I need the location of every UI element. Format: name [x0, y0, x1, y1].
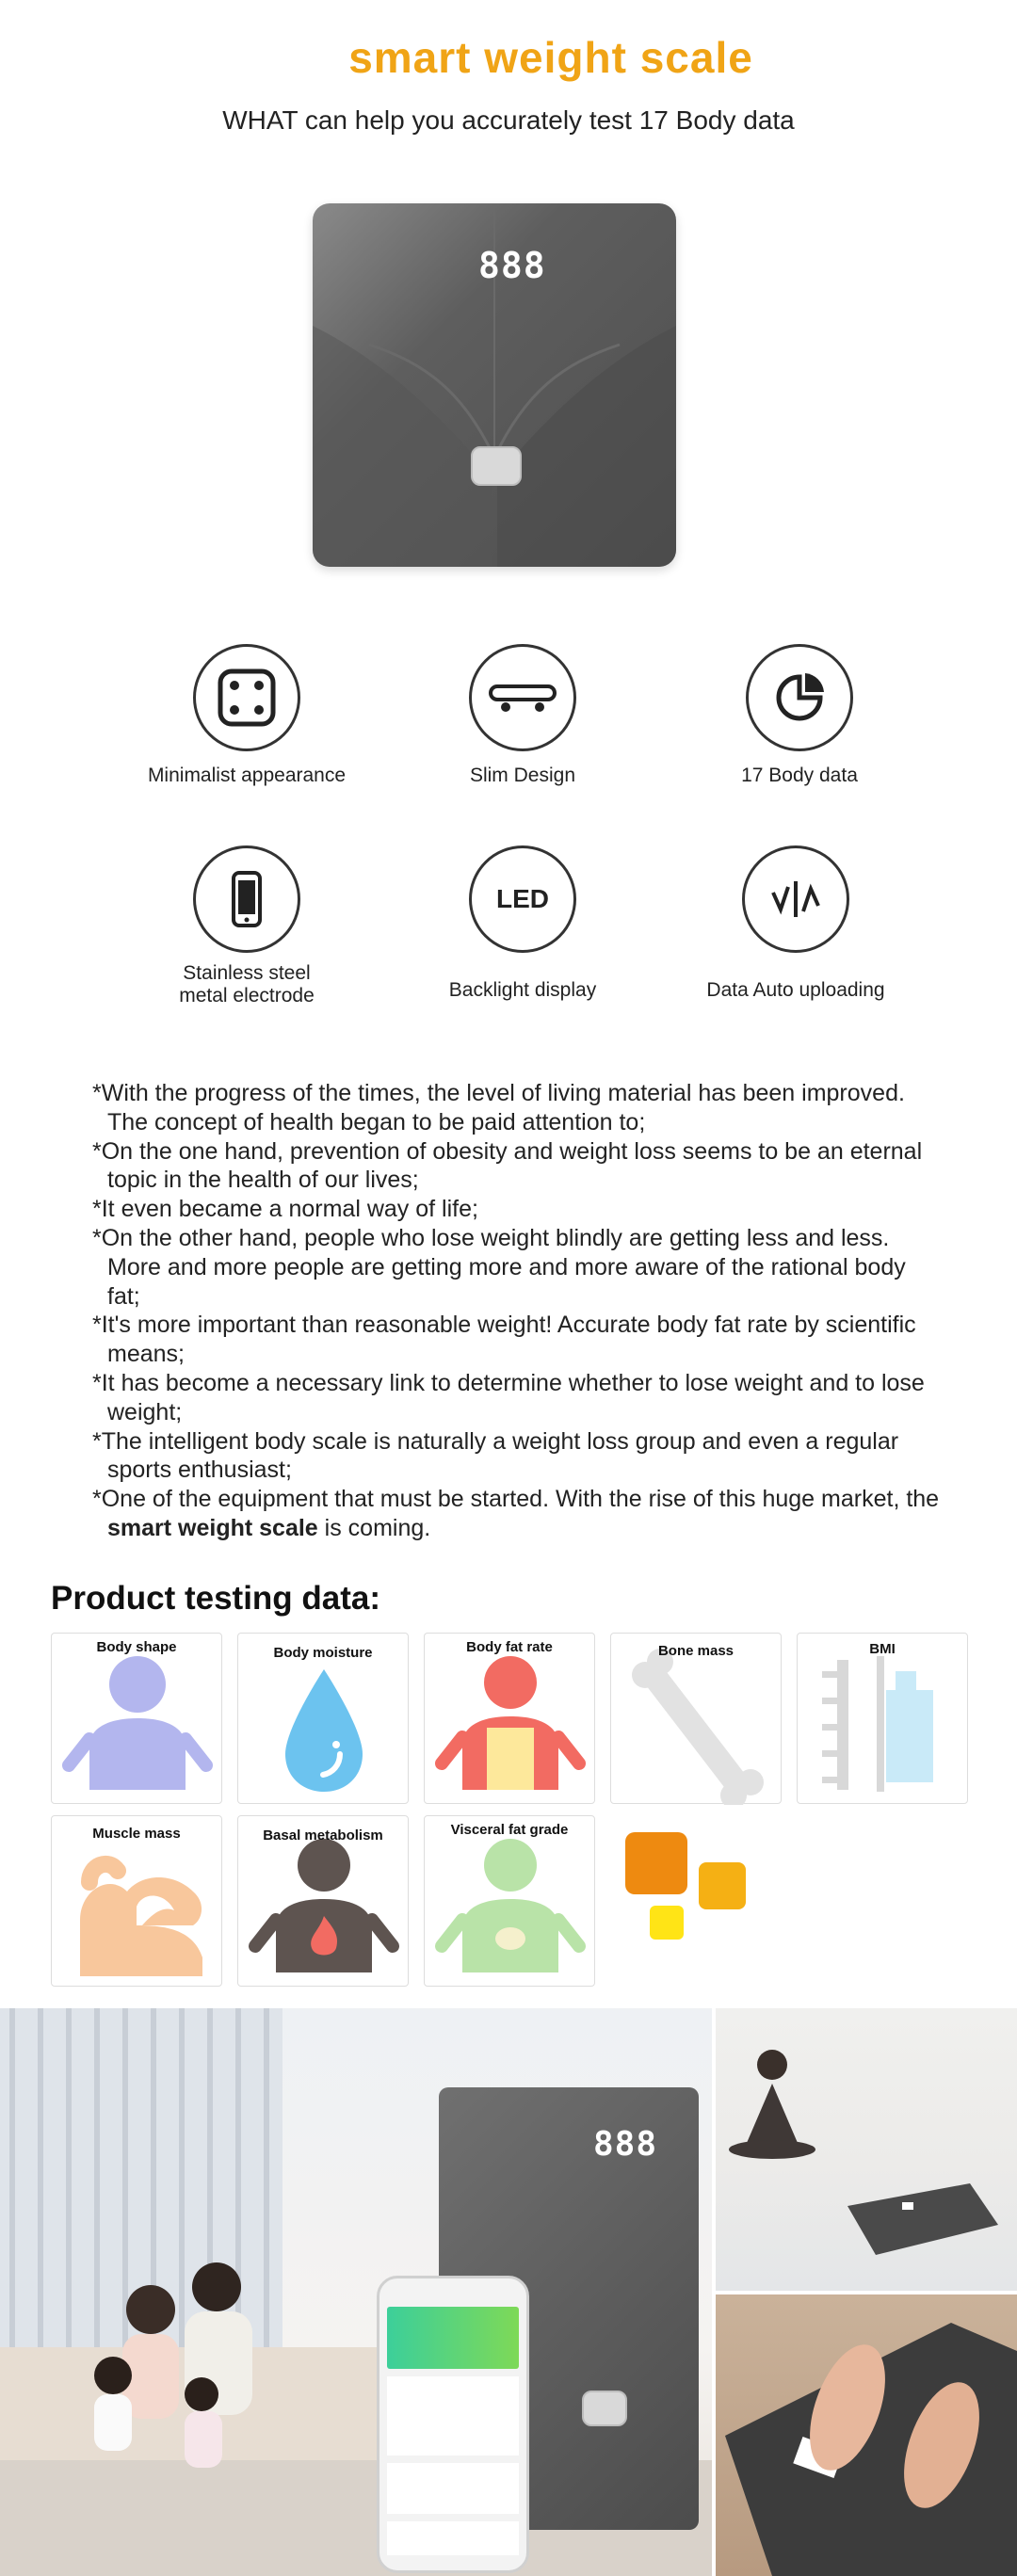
- test-card-visceral-fat: [424, 1815, 595, 1987]
- feature-circle: [469, 644, 576, 751]
- scale-product-image: [313, 203, 676, 567]
- phone-electrode-icon: [228, 869, 266, 929]
- test-card-label: Muscle mass: [92, 1826, 181, 1842]
- test-card-label: BMI: [869, 1641, 896, 1657]
- scale-display: 888: [478, 245, 546, 286]
- page-subtitle: WHAT can help you accurately test 17 Body data: [222, 105, 795, 135]
- test-card-body-fat: [424, 1633, 595, 1804]
- body-shape-icon: [52, 1634, 223, 1805]
- description-line: *The intelligent body scale is naturally a weight loss group and even a regular sports enthusiast;: [92, 1427, 899, 1484]
- test-card-label: Basal metabolism: [263, 1827, 383, 1843]
- feature-label: Stainless steel metal electrode: [179, 962, 315, 1006]
- description-bold-text: smart weight scale: [107, 1514, 318, 1541]
- feature-circle: [746, 644, 853, 751]
- feet-photo: [716, 2294, 1017, 2576]
- body-fat-icon: [425, 1634, 596, 1805]
- bmi-ruler-icon: [798, 1634, 969, 1805]
- led-icon: LED: [496, 884, 549, 913]
- yoga-scene: [716, 2008, 1017, 2291]
- page-title: smart weight scale: [348, 33, 753, 82]
- phone-app-card: [387, 2463, 519, 2514]
- pie-chart-icon: [771, 669, 828, 726]
- phone-app-mockup: [377, 2276, 529, 2573]
- description-text: [92, 1079, 940, 1543]
- description-line-last: [92, 1485, 940, 1543]
- scale-center-button: [471, 446, 522, 486]
- test-card-body-moisture: [237, 1633, 409, 1804]
- feature-backlight: [396, 845, 650, 1002]
- feature-circle: [469, 845, 576, 953]
- feature-auto-upload: [669, 845, 923, 1002]
- muscle-arm-icon: [52, 1816, 223, 1988]
- yoga-photo: [716, 2008, 1017, 2291]
- description-line: *It's more important than reasonable weight! Accurate body fat rate by scientific means;: [92, 1312, 916, 1368]
- collage-scale-display: 888: [593, 2125, 658, 2164]
- test-card-basal-metabolism: [237, 1815, 409, 1987]
- description-text-part: is coming.: [317, 1514, 431, 1541]
- description-line: *On the one hand, prevention of obesity and weight loss seems to be an eternal topic in the health of our lives;: [92, 1137, 923, 1194]
- visceral-fat-icon: [425, 1816, 596, 1988]
- slim-board-icon: [487, 679, 558, 716]
- feature-minimalist: [120, 644, 374, 787]
- test-card-bmi: [797, 1633, 968, 1804]
- feature-label: Slim Design: [469, 765, 576, 786]
- test-card-label: Bone mass: [657, 1643, 734, 1659]
- feature-circle: [193, 845, 300, 953]
- test-card-muscle-mass: [51, 1815, 222, 1987]
- feature-electrode: [120, 845, 374, 1007]
- feature-slim: [396, 644, 650, 787]
- collage-scale-button: [582, 2391, 627, 2426]
- description-line: *It has become a necessary link to determine whether to lose weight and to lose weight;: [92, 1369, 925, 1425]
- feature-circle: [193, 644, 300, 751]
- feature-circle: [742, 845, 849, 953]
- test-card-label: Body shape: [96, 1639, 177, 1655]
- dots-square-icon: [217, 668, 277, 728]
- description-text-part: *One of the equipment that must be started. With the rise of this huge market, the: [92, 1486, 940, 1513]
- family-photo: [0, 2008, 712, 2576]
- phone-app-header: [387, 2307, 519, 2369]
- test-card-label: Body fat rate: [466, 1639, 553, 1655]
- test-card-body-shape: [51, 1633, 222, 1804]
- phone-app-card: [387, 2521, 519, 2555]
- description-line: *It even became a normal way of life;: [92, 1196, 478, 1223]
- upload-arrows-icon: [767, 876, 824, 923]
- feature-label: Minimalist appearance: [147, 765, 347, 786]
- bone-icon: [611, 1634, 783, 1805]
- decorative-squares: [622, 1830, 763, 1953]
- test-card-bone-mass: [610, 1633, 782, 1804]
- test-card-label: Body moisture: [273, 1645, 373, 1661]
- testing-section-title: Product testing data:: [51, 1580, 381, 1617]
- description-line: *With the progress of the times, the level of living material has been improved. The concept of health began to be paid attention to;: [92, 1080, 905, 1135]
- feet-scene: [716, 2294, 1017, 2576]
- feature-label: 17 Body data: [741, 765, 858, 786]
- test-card-label: Visceral fat grade: [450, 1822, 569, 1838]
- description-line: *On the other hand, people who lose weight blindly are getting less and less. More and more people are getting more and more aware of the rational body fat;: [92, 1224, 906, 1310]
- feature-body-data: [672, 644, 927, 787]
- feature-label: Data Auto uploading: [706, 979, 885, 1001]
- feature-label: Backlight display: [448, 979, 597, 1001]
- phone-app-card: [387, 2376, 519, 2455]
